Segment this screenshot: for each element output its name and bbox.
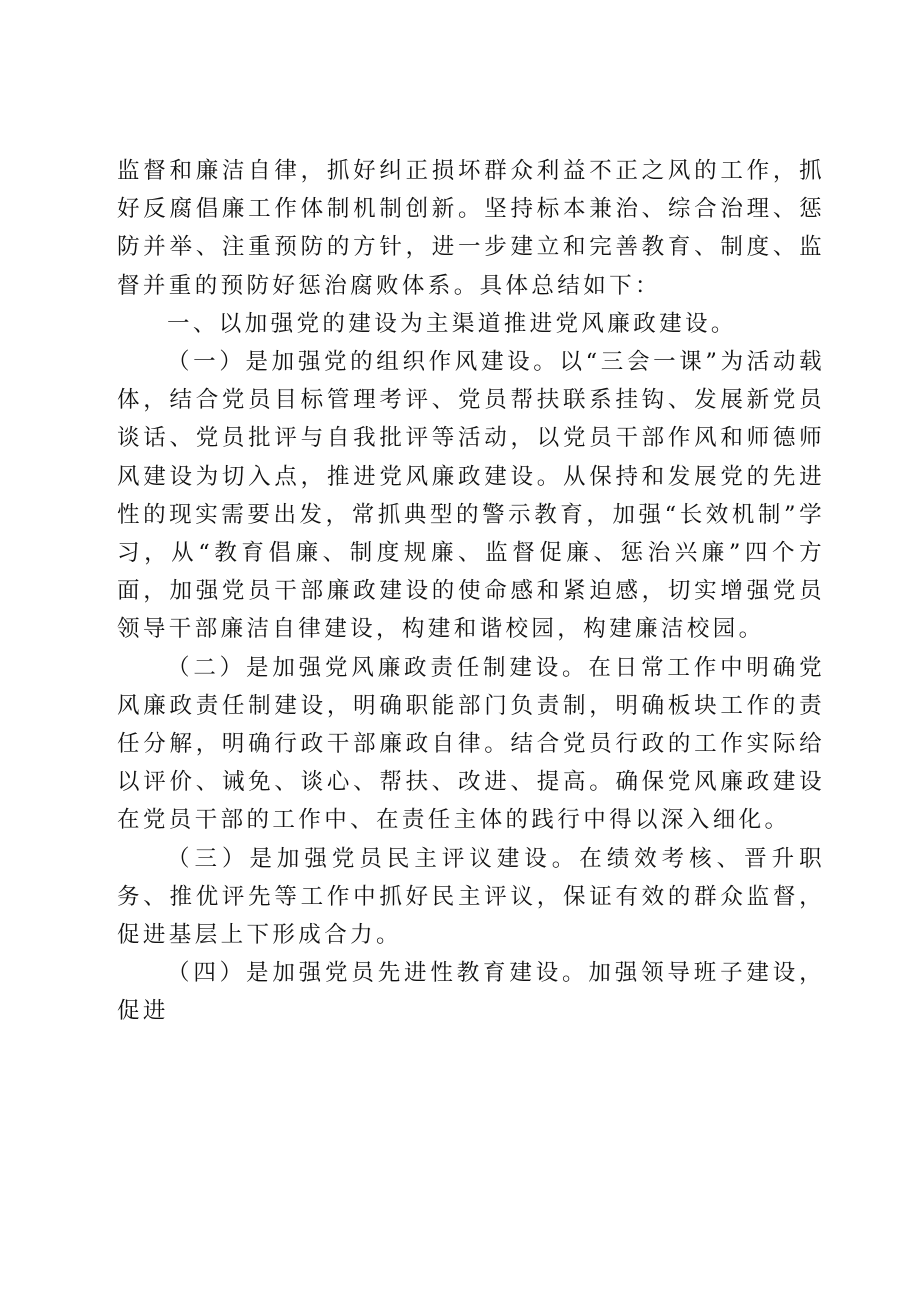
paragraph-item-1: （一）是加强党的组织作风建设。以“三会一课”为活动载体，结合党员目标管理考评、党员帮扶联系挂钩、发展新党员谈话、党员批评与自我批评等活动，以党员干部作风和师德师风建设为切入点，推进党风廉政建设。从保持和发展党的先进性的现实需要出发，常抓典型的警示教育，加强“长效机制”学习，从“教育倡廉、制度规廉、监督促廉、惩治兴廉”四个方面，加强党员干部廉政建设的使命感和紧迫感，切实增强党员领导干部廉洁自律建设，构建和谐校园，构建廉洁校园。: [117, 349, 825, 643]
paragraph-item-3: （三）是加强党员民主评议建设。在绩效考核、晋升职务、推优评先等工作中抓好民主评议，保证有效的群众监督，促进基层上下形成合力。: [117, 845, 825, 949]
paragraph-item-2: （二）是加强党风廉政责任制建设。在日常工作中明确党风廉政责任制建设，明确职能部门负责制，明确板块工作的责任分解，明确行政干部廉政自律。结合党员行政的工作实际给以评价、诫免、谈心、帮扶、改进、提高。确保党风廉政建设在党员干部的工作中、在责任主体的践行中得以深入细化。: [117, 654, 825, 834]
paragraph-item-4: （四）是加强党员先进性教育建设。加强领导班子建设，促进: [117, 960, 825, 1025]
paragraph-continuation: 监督和廉洁自律，抓好纠正损坏群众利益不正之风的工作，抓好反腐倡廉工作体制机制创新。坚持标本兼治、综合治理、惩防并举、注重预防的方针，进一步建立和完善教育、制度、监督并重的预防好惩治腐败体系。具体总结如下：: [117, 158, 825, 299]
section-heading-1: 一、以加强党的建设为主渠道推进党风廉政建设。: [167, 310, 737, 337]
document-body: [117, 152, 825, 1031]
